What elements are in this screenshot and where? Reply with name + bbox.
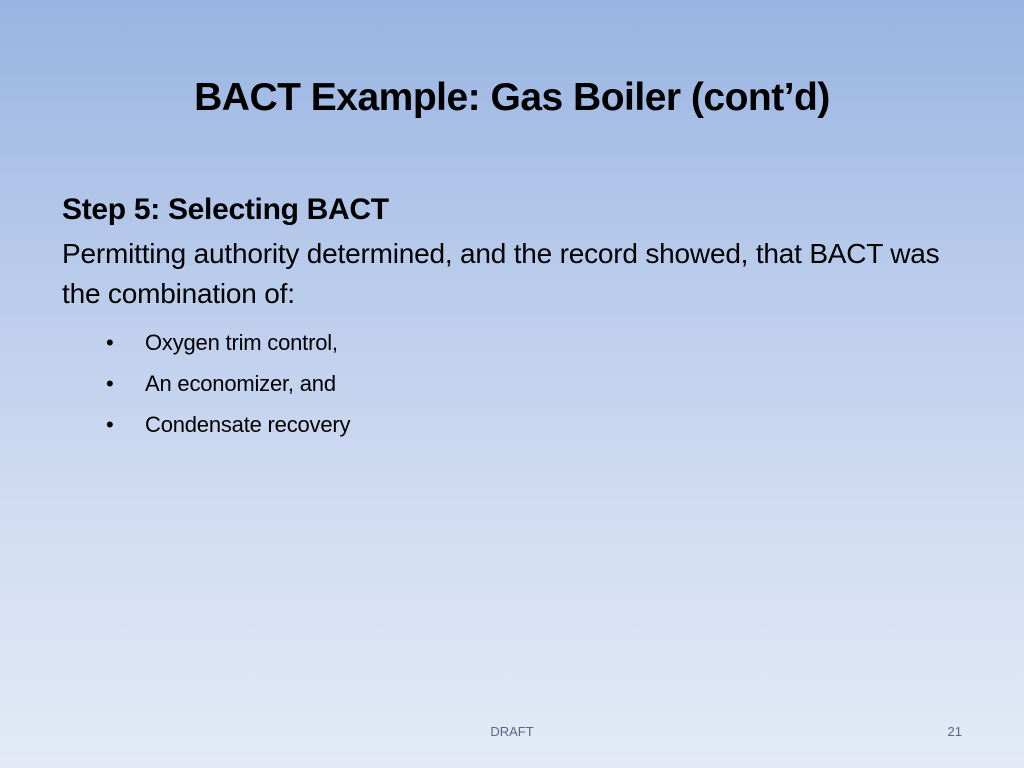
bullet-icon: • bbox=[106, 412, 114, 437]
bullet-icon: • bbox=[106, 371, 114, 396]
bullet-text: An economizer, and bbox=[145, 371, 336, 396]
slide-page-number: 21 bbox=[947, 724, 962, 739]
slide-body bbox=[62, 188, 962, 445]
bullet-list bbox=[62, 322, 962, 445]
section-heading: Step 5: Selecting BACT bbox=[62, 193, 389, 226]
slide-title: BACT Example: Gas Boiler (cont’d) bbox=[194, 76, 830, 119]
bullet-item-condensate-recovery bbox=[62, 404, 962, 445]
bullet-item-oxygen-trim bbox=[62, 322, 962, 363]
footer-draft-label: DRAFT bbox=[490, 724, 534, 739]
bullet-text: Condensate recovery bbox=[145, 412, 351, 437]
bullet-text: Oxygen trim control, bbox=[145, 330, 338, 355]
bullet-icon: • bbox=[106, 330, 114, 355]
intro-paragraph: Permitting authority determined, and the record showed, that BACT was the combination of: bbox=[62, 238, 940, 309]
bullet-item-economizer bbox=[62, 363, 962, 404]
